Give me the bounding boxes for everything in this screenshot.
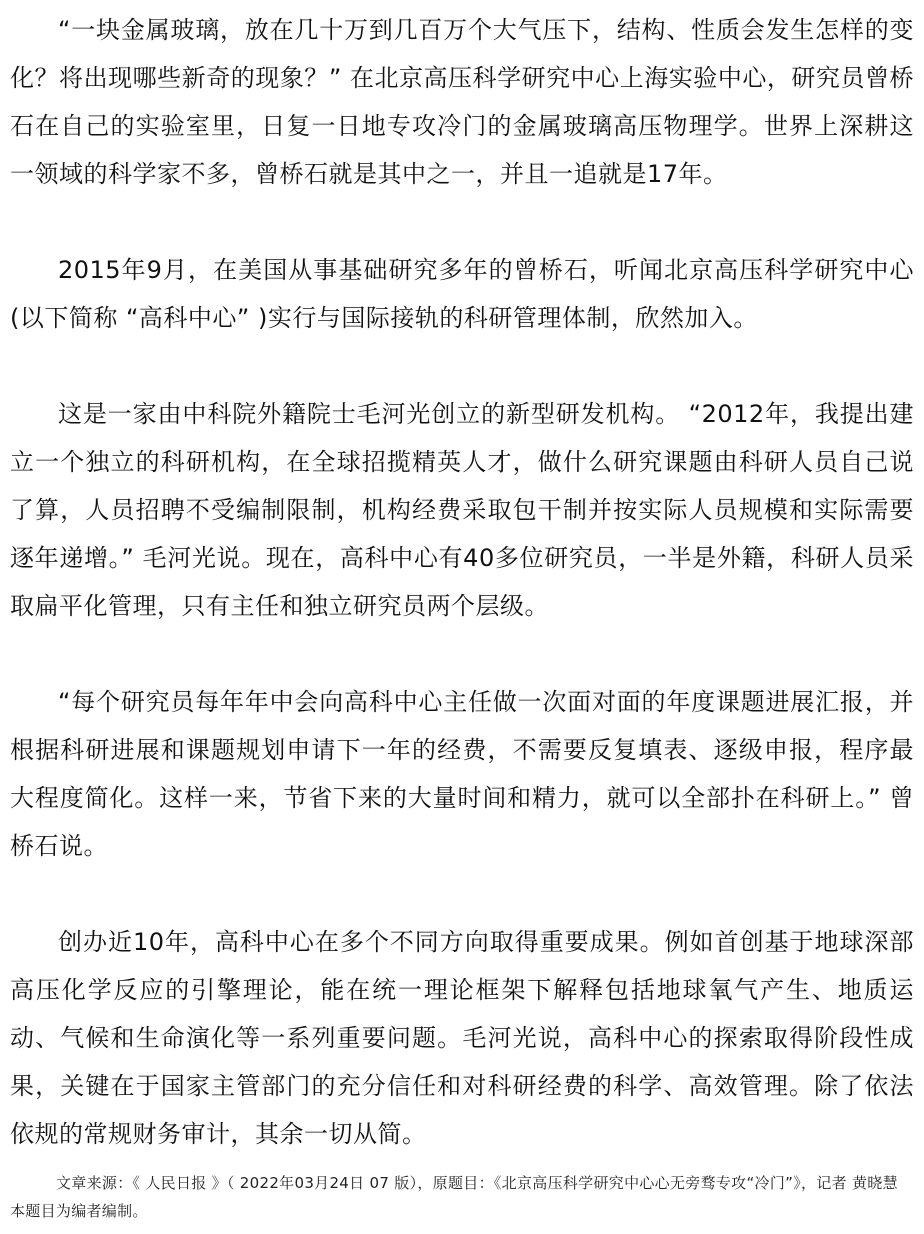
paragraph-spacer: [10, 342, 914, 390]
paragraph-3: 这是一家由中科院外籍院士毛河光创立的新型研发机构。 “2012年，我提出建立一个独立的科研机构，在全球招揽精英人才，做什么研究课题由科研人员自己说了算，人员招聘不受编制限制，机构经费采取包干制并按实际人员规模和实际需要逐年递增。” 毛河光说。现在，高科中心有40多位研究员，一半是外籍，科研人员采取扁平化管理，只有主任和独立研究员两个层级。: [10, 400, 914, 620]
paragraph-spacer: [10, 630, 914, 678]
paragraph-spacer: [10, 198, 914, 246]
paragraph-5: 创办近10年，高科中心在多个不同方向取得重要成果。例如首创基于地球深部高压化学反应的引擎理论，能在统一理论框架下解释包括地球氧气产生、地质运动、气候和生命演化等一系列重要问题。毛河光说，高科中心的探索取得阶段性成果，关键在于国家主管部门的充分信任和对科研经费的科学、高效管理。除了依法依规的常规财务审计，其余一切从简。: [10, 928, 914, 1148]
paragraph-2: 2015年9月，在美国从事基础研究多年的曾桥石，听闻北京高压科学研究中心(以下简称 “高科中心” )实行与国际接轨的科研管理体制，欣然加入。: [10, 256, 914, 332]
paragraph-spacer: [10, 870, 914, 918]
article-body: [10, 6, 914, 1158]
source-note: 文章来源：《 人民日报 》（ 2022年03月24日 07 版），原题目：《北京高压科学研究中心心无旁骛专攻“冷门”》，记者 黄晓慧 本题目为编者编制。: [10, 1174, 898, 1220]
paragraph-4: “每个研究员每年年中会向高科中心主任做一次面对面的年度课题进展汇报，并根据科研进展和课题规划申请下一年的经费，不需要反复填表、逐级申报，程序最大程度简化。这样一来，节省下来的大量时间和精力，就可以全部扑在科研上。” 曾桥石说。: [10, 688, 914, 860]
paragraph-1: “一块金属玻璃，放在几十万到几百万个大气压下，结构、性质会发生怎样的变化？将出现哪些新奇的现象？” 在北京高压科学研究中心上海实验中心，研究员曾桥石在自己的实验室里，日复一日地专攻冷门的金属玻璃高压物理学。世界上深耕这一领域的科学家不多，曾桥石就是其中之一，并且一追就是17年。: [10, 16, 914, 188]
